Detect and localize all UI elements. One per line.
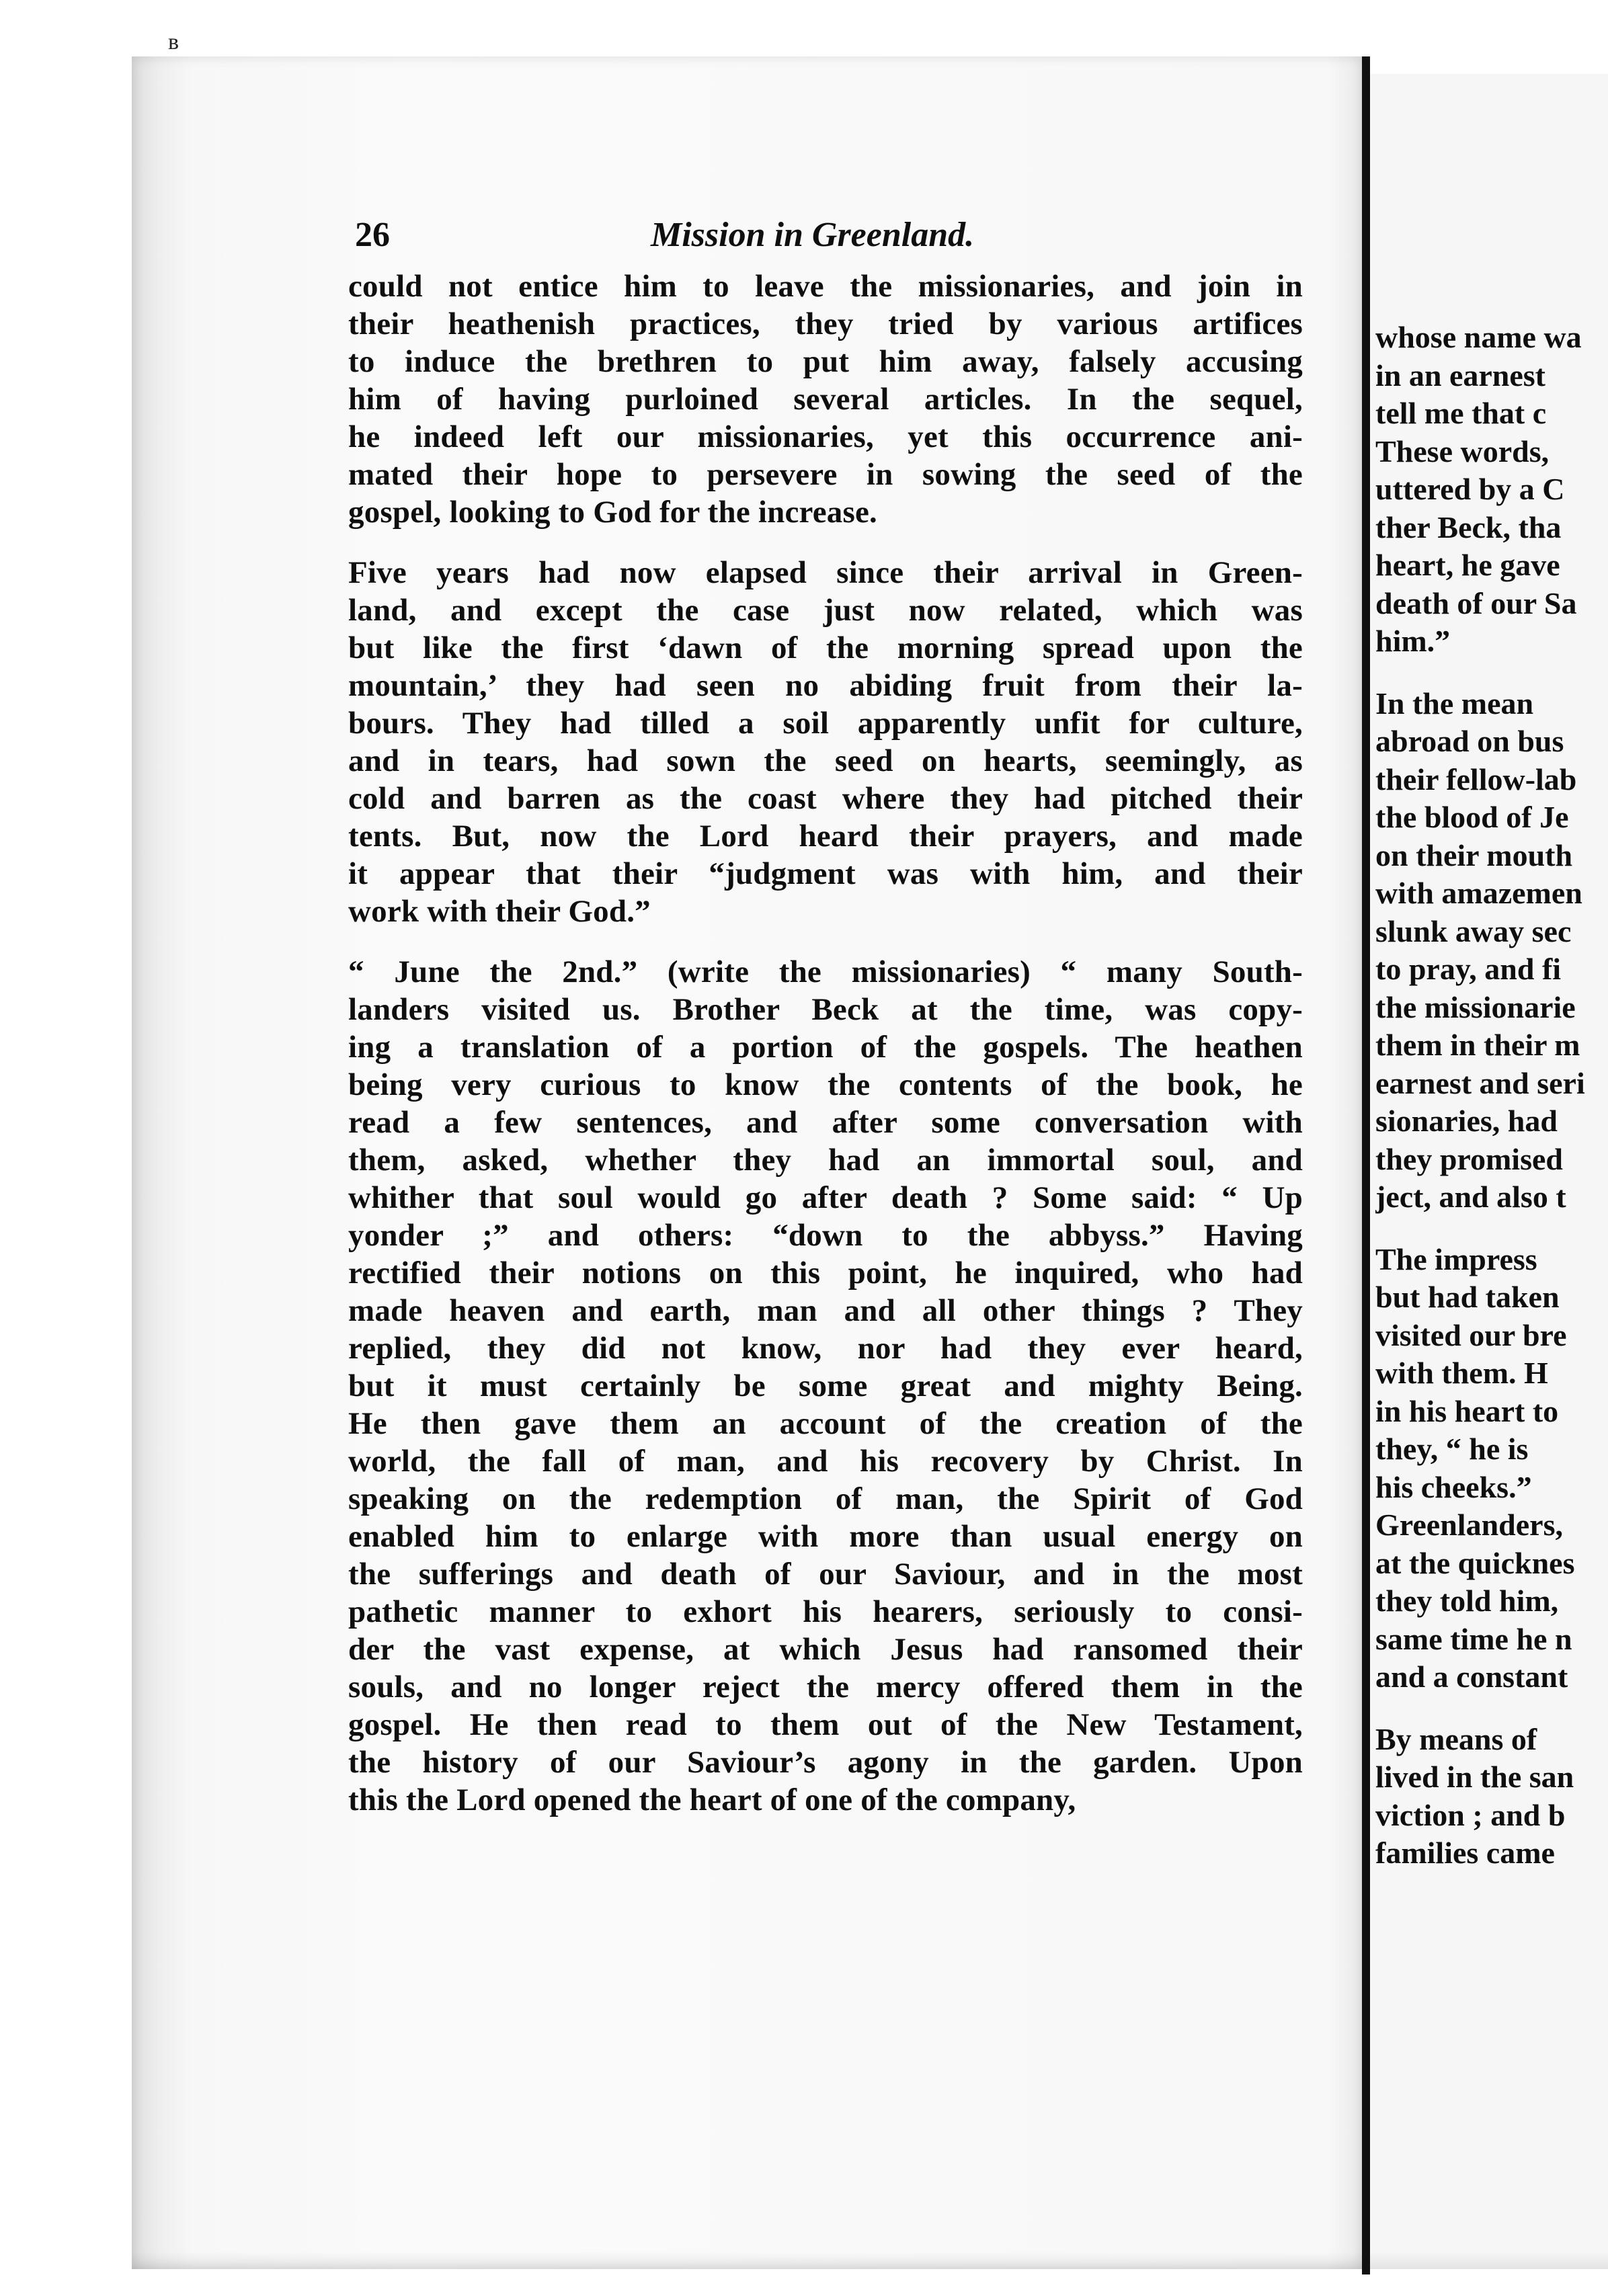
bottom-shadow — [132, 2252, 1608, 2269]
text-line: bours. They had tilled a soil apparently unfit for culture, — [348, 706, 1303, 741]
text-line: slunk away sec — [1375, 913, 1572, 948]
text-line: yonder ;” and others: “down to the abbyss.” Having — [348, 1218, 1303, 1253]
text-line: mountain,’ they had seen no abiding fruit from their la- — [348, 668, 1303, 703]
text-line: landers visited us. Brother Beck at the time, was copy- — [348, 992, 1303, 1027]
text-line: world, the fall of man, and his recovery by Christ. In — [348, 1444, 1303, 1479]
text-line: These words, — [1375, 434, 1550, 468]
text-line: could not entice him to leave the missionaries, and join in — [348, 269, 1303, 304]
text-line: der the vast expense, at which Jesus had ransomed their — [348, 1632, 1303, 1667]
text-line: at the quicknes — [1375, 1545, 1575, 1580]
text-line: viction ; and b — [1375, 1797, 1566, 1832]
text-line: ther Beck, tha — [1375, 509, 1562, 544]
paragraph-gap — [1375, 1217, 1608, 1241]
text-line: ject, and also t — [1375, 1180, 1566, 1214]
text-line: they, “ he is — [1375, 1432, 1529, 1466]
text-line: with amazemen — [1375, 876, 1582, 910]
scan-margin — [0, 0, 1608, 54]
text-line: the blood of Je — [1375, 800, 1569, 834]
text-line: visited our bre — [1375, 1317, 1567, 1352]
text-line: the sufferings and death of our Saviour, and in the most — [348, 1557, 1303, 1592]
text-line: he indeed left our missionaries, yet this occurrence ani- — [348, 419, 1303, 454]
text-line: to pray, and fi — [1375, 952, 1562, 986]
text-line: speaking on the redemption of man, the Spirit of God — [348, 1481, 1303, 1516]
text-line: gospel, looking to God for the increase. — [348, 495, 877, 530]
text-line: land, and except the case just now related, which was — [348, 593, 1303, 628]
page-number: 26 — [355, 216, 390, 254]
text-line: In the mean — [1375, 686, 1534, 721]
paragraph-gap — [348, 531, 1303, 554]
text-line: it appear that their “judgment was with him, and their — [348, 856, 1303, 891]
text-line: ing a translation of a portion of the gospels. The heathen — [348, 1030, 1303, 1065]
text-line: The impress — [1375, 1241, 1537, 1276]
text-line: enabled him to enlarge with more than usual energy on — [348, 1519, 1303, 1554]
text-line: and in tears, had sown the seed on hearts, seemingly, as — [348, 743, 1303, 778]
paragraph — [348, 953, 1303, 1819]
text-line: lived in the san — [1375, 1760, 1574, 1794]
text-line: same time he n — [1375, 1621, 1572, 1656]
text-line: the history of our Saviour’s agony in the garden. Upon — [348, 1745, 1303, 1780]
corner-mark: ʙ — [168, 30, 179, 54]
text-line: death of our Sa — [1375, 585, 1577, 620]
text-line: Five years had now elapsed since their arrival in Green- — [348, 555, 1303, 590]
text-line: with them. H — [1375, 1356, 1548, 1390]
text-line: He then gave them an account of the creation of the — [348, 1406, 1303, 1441]
text-line: tell me that c — [1375, 396, 1547, 430]
text-line: in his heart to — [1375, 1393, 1559, 1428]
left-page-text — [348, 268, 1303, 1819]
text-line: they promised — [1375, 1141, 1563, 1176]
paragraph — [1375, 685, 1608, 1217]
text-line: rectified their notions on this point, he inquired, who had — [348, 1256, 1303, 1290]
text-line: him.” — [1375, 624, 1451, 658]
text-line: to induce the brethren to put him away, falsely accusing — [348, 344, 1303, 379]
text-line: mated their hope to persevere in sowing the seed of the — [348, 457, 1303, 492]
text-line: abroad on bus — [1375, 724, 1564, 758]
page-title: Mission in Greenland. — [651, 216, 975, 254]
text-line: their fellow-lab — [1375, 762, 1577, 796]
text-line: whose name wa — [1375, 320, 1582, 354]
text-line: souls, and no longer reject the mercy offered them in the — [348, 1670, 1303, 1705]
text-line: this the Lord opened the heart of one of the company, — [348, 1782, 1076, 1817]
text-line: in an earnest — [1375, 358, 1545, 393]
text-line: the missionarie — [1375, 989, 1576, 1024]
text-line: pathetic manner to exhort his hearers, seriously to consi- — [348, 1594, 1303, 1629]
right-page-text — [1375, 319, 1608, 1873]
text-line: on their mouth — [1375, 837, 1573, 872]
running-head — [355, 215, 1303, 262]
text-line: work with their God.” — [348, 894, 651, 929]
text-line: but like the first ‘dawn of the morning spread upon the — [348, 630, 1303, 665]
text-line: replied, they did not know, nor had they ever heard, — [348, 1331, 1303, 1366]
text-line: sionaries, had — [1375, 1104, 1558, 1138]
text-line: read a few sentences, and after some conversation with — [348, 1105, 1303, 1140]
text-line: being very curious to know the contents of the book, he — [348, 1067, 1303, 1102]
text-line: but it must certainly be some great and mighty Being. — [348, 1368, 1303, 1403]
text-line: Greenlanders, — [1375, 1508, 1563, 1542]
page-gutter — [1362, 56, 1370, 2274]
text-line: families came — [1375, 1836, 1555, 1870]
text-line: but had taken — [1375, 1280, 1560, 1314]
paragraph — [348, 268, 1303, 531]
text-line: they told him, — [1375, 1584, 1559, 1618]
paragraph-gap — [1375, 661, 1608, 685]
text-line: made heaven and earth, man and all other things ? They — [348, 1293, 1303, 1328]
text-line: earnest and seri — [1375, 1065, 1585, 1100]
paragraph — [1375, 1721, 1608, 1873]
text-line: cold and barren as the coast where they had pitched their — [348, 781, 1303, 816]
text-line: and a constant — [1375, 1659, 1568, 1694]
text-line: uttered by a C — [1375, 472, 1565, 506]
paragraph — [1375, 319, 1608, 661]
text-line: heart, he gave — [1375, 548, 1560, 582]
paragraph-gap — [348, 930, 1303, 953]
paragraph-gap — [1375, 1696, 1608, 1721]
text-line: By means of — [1375, 1721, 1537, 1756]
text-line: whither that soul would go after death ? Some said: “ Up — [348, 1180, 1303, 1215]
text-line: gospel. He then read to them out of the New Testament, — [348, 1707, 1303, 1742]
text-line: them, asked, whether they had an immortal soul, and — [348, 1143, 1303, 1178]
text-line: them in their m — [1375, 1028, 1580, 1062]
text-line: his cheeks.” — [1375, 1469, 1532, 1504]
paragraph — [348, 554, 1303, 930]
text-line: him of having purloined several articles. In the sequel, — [348, 382, 1303, 417]
text-line: “ June the 2nd.” (write the missionaries) “ many South- — [348, 954, 1303, 989]
text-line: their heathenish practices, they tried by various artifices — [348, 306, 1303, 341]
paragraph — [1375, 1241, 1608, 1696]
text-line: tents. But, now the Lord heard their prayers, and made — [348, 819, 1303, 854]
